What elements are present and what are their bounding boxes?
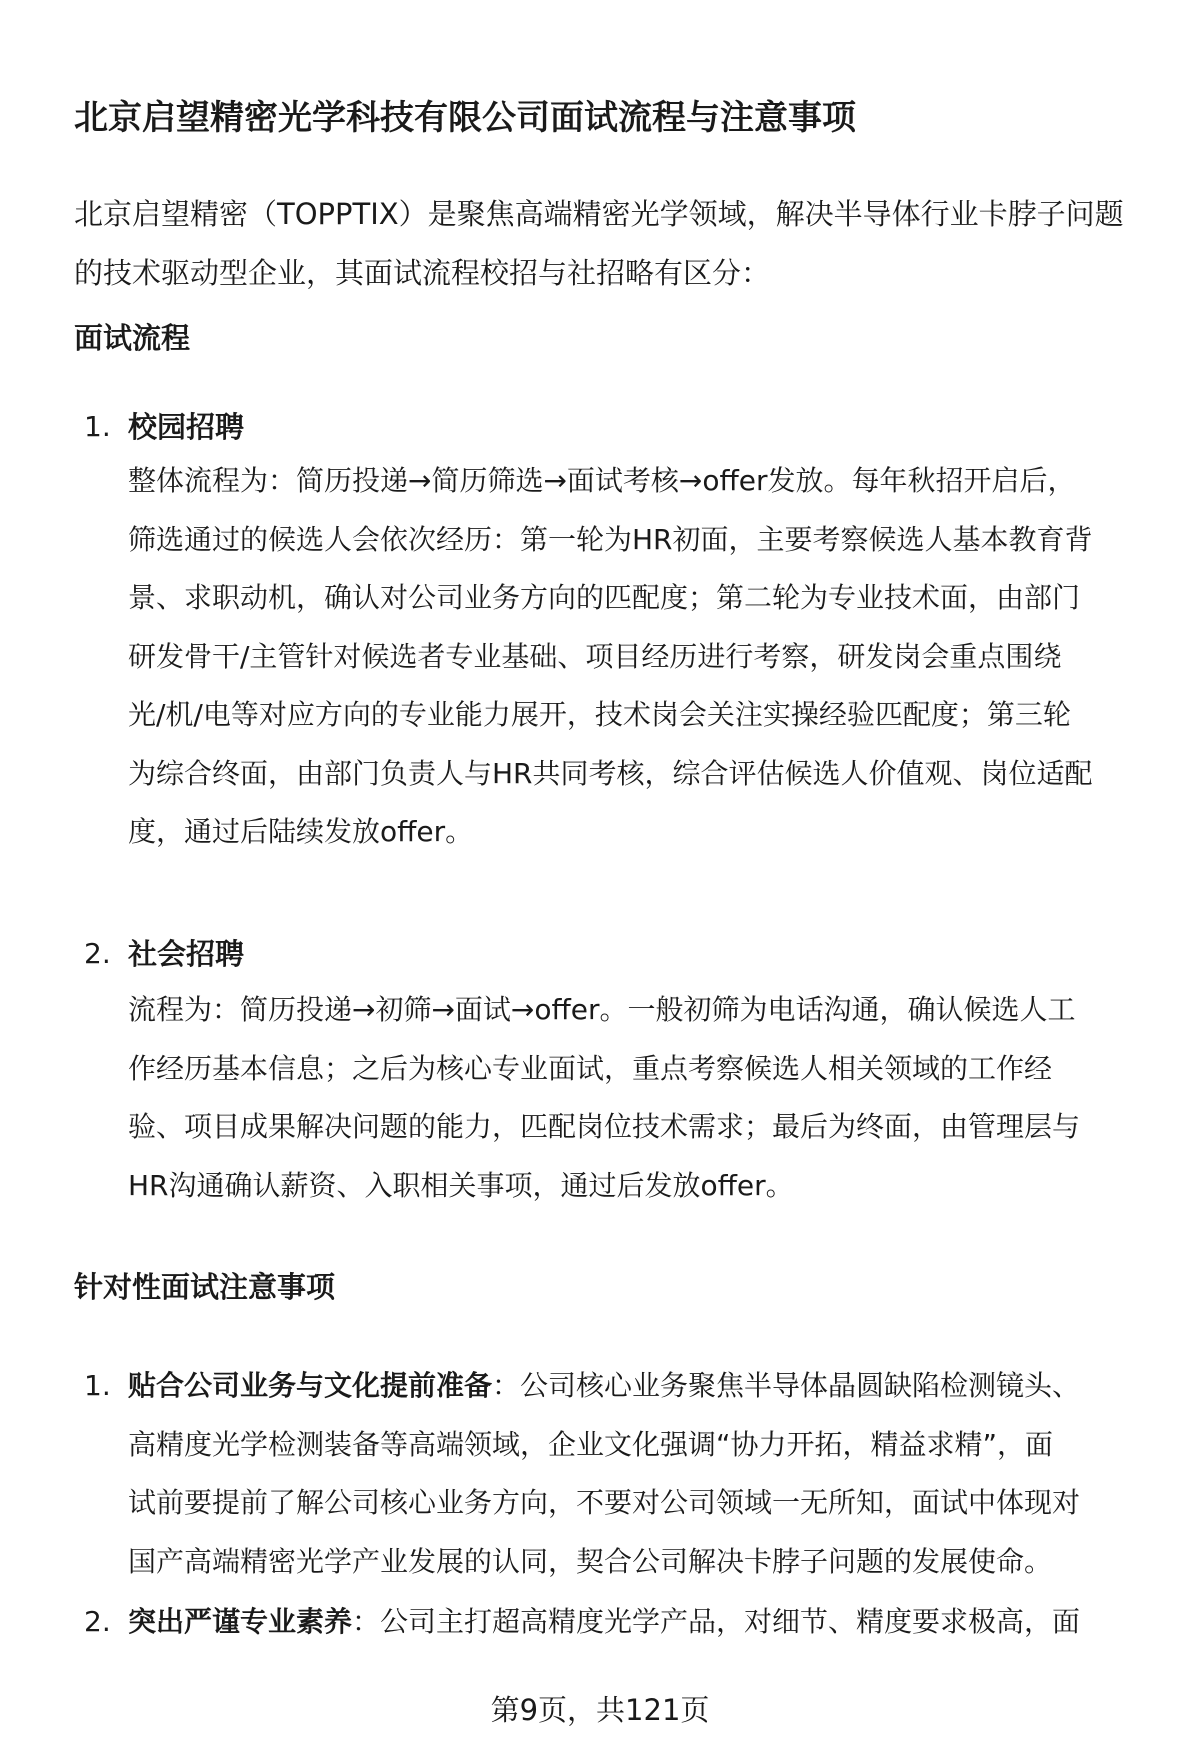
list-item-body-campus xyxy=(128,452,1178,862)
list-item-body-culture xyxy=(128,1357,1178,1591)
body-line: 试前要提前了解公司核心业务方向，不要对公司领域一无所知，面试中体现对 xyxy=(128,1486,1081,1519)
body-line: 国产高端精密光学产业发展的认同，契合公司解决卡脖子问题的发展使命。 xyxy=(128,1544,1053,1578)
body-line: 研发骨干/主管针对候选者专业基础、项目经历进行考察，研发岗会重点围绕 xyxy=(128,639,1062,673)
list-item-title-campus: 校园招聘 xyxy=(128,410,245,444)
list-number: 1. xyxy=(84,410,111,443)
item-lead-rest: ：公司核心业务聚焦半导体晶圆缺陷检测镜头、 xyxy=(492,1369,1081,1402)
intro-line: 北京启望精密（TOPPTIX）是聚焦高端精密光学领域，解决半导体行业卡脖子问题 xyxy=(74,197,1124,231)
body-line: 整体流程为：简历投递→简历筛选→面试考核→offer发放。每年秋招开启后， xyxy=(128,464,1076,497)
body-line: 作经历基本信息；之后为核心专业面试，重点考察候选人相关领域的工作经 xyxy=(128,1051,1053,1085)
body-line: 筛选通过的候选人会依次经历：第一轮为HR初面，主要考察候选人基本教育背 xyxy=(128,522,1093,556)
page-title: 北京启望精密光学科技有限公司面试流程与注意事项 xyxy=(74,98,856,138)
section-heading-interview-process: 面试流程 xyxy=(74,321,191,355)
body-line: 验、项目成果解决问题的能力，匹配岗位技术需求；最后为终面，由管理层与 xyxy=(128,1110,1081,1143)
body-line xyxy=(128,1593,1178,1652)
item-lead-bold: 突出严谨专业素养 xyxy=(128,1605,353,1638)
body-line: HR沟通确认薪资、入职相关事项，通过后发放offer。 xyxy=(128,1168,794,1202)
item-lead-rest: ：公司主打超高精度光学产品，对细节、精度要求极高，面 xyxy=(352,1605,1081,1638)
list-item-body-social xyxy=(128,981,1178,1215)
body-line: 高精度光学检测装备等高端领域，企业文化强调“协力开拓，精益求精”，面 xyxy=(128,1427,1054,1461)
list-item-title-social: 社会招聘 xyxy=(128,937,245,971)
page-footer: 第9页，共121页 xyxy=(490,1693,710,1727)
body-line: 度，通过后陆续发放offer。 xyxy=(128,815,474,848)
body-line: 为综合终面，由部门负责人与HR共同考核，综合评估候选人价值观、岗位适配 xyxy=(128,756,1093,790)
intro-line: 的技术驱动型企业，其面试流程校招与社招略有区分： xyxy=(74,256,771,290)
list-item-body-rigor xyxy=(128,1593,1178,1652)
list-number: 2. xyxy=(84,1605,111,1638)
list-number: 2. xyxy=(84,937,111,970)
body-line xyxy=(128,1357,1178,1416)
item-lead-bold: 贴合公司业务与文化提前准备 xyxy=(128,1369,493,1402)
list-number: 1. xyxy=(84,1369,111,1402)
section-heading-interview-tips: 针对性面试注意事项 xyxy=(74,1270,336,1304)
intro-paragraph xyxy=(74,185,1164,303)
body-line: 流程为：简历投递→初筛→面试→offer。一般初筛为电话沟通，确认候选人工 xyxy=(128,993,1076,1026)
body-line: 景、求职动机，确认对公司业务方向的匹配度；第二轮为专业技术面，由部门 xyxy=(128,581,1081,614)
body-line: 光/机/电等对应方向的专业能力展开，技术岗会关注实操经验匹配度；第三轮 xyxy=(128,698,1071,731)
